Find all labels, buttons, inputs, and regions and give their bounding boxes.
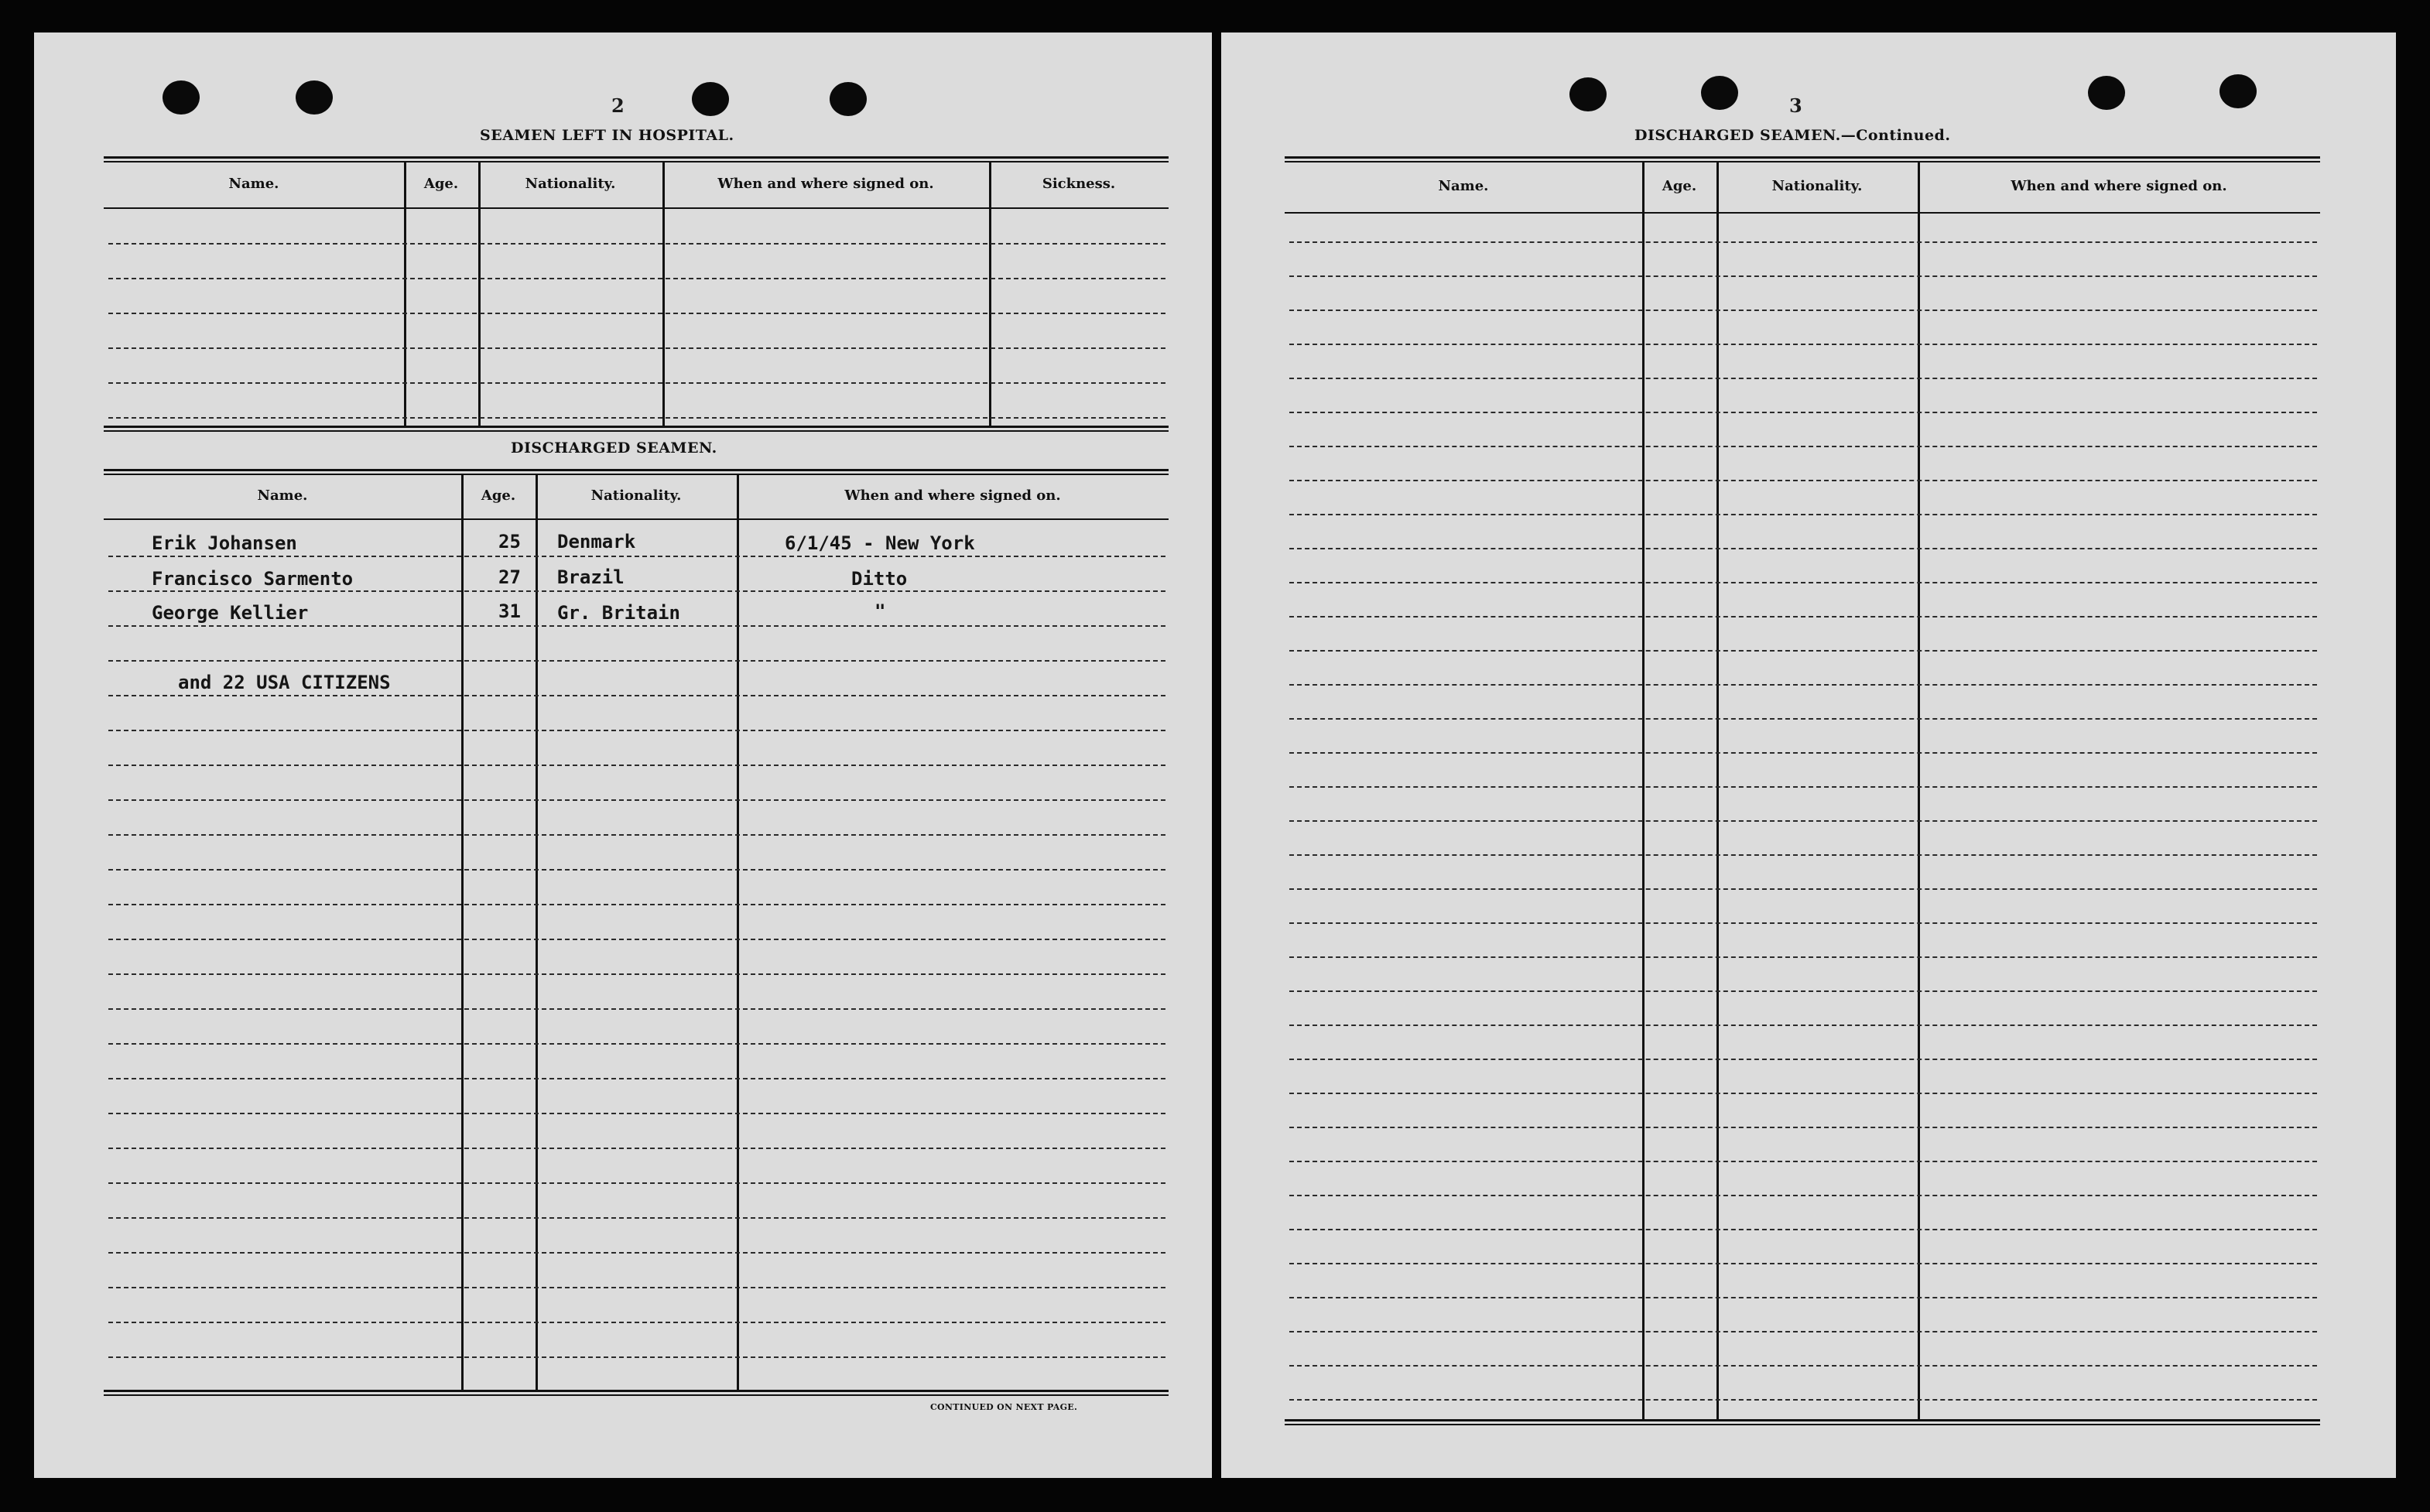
column-header-age: Age. [1662, 178, 1697, 194]
ruled-line [1289, 786, 2317, 788]
ruled-line [108, 1252, 1165, 1254]
column-divider [662, 161, 665, 426]
ruled-line [108, 1078, 1165, 1079]
ruled-line [1289, 820, 2317, 822]
page-number: 2 [611, 94, 625, 117]
header-divider [104, 207, 1169, 209]
seaman-signed-on: Ditto [851, 568, 908, 590]
ruled-line [1289, 1365, 2317, 1367]
right-page [1221, 32, 2396, 1478]
hospital-section-title: SEAMEN LEFT IN HOSPITAL. [480, 127, 734, 144]
ruled-line [1289, 1297, 2317, 1298]
ruled-line [1289, 752, 2317, 754]
column-divider [989, 161, 991, 426]
ruled-line [1289, 684, 2317, 686]
column-header-nationality: Nationality. [1771, 178, 1863, 194]
ruled-line [1289, 1331, 2317, 1332]
ruled-line [1289, 956, 2317, 958]
column-header-nationality: Nationality. [525, 176, 616, 192]
column-header-name: Name. [228, 176, 279, 192]
header-divider [104, 518, 1169, 520]
ruled-line [108, 1148, 1165, 1149]
table-bottom-rule [1285, 1424, 2320, 1425]
seaman-age: 31 [498, 600, 521, 622]
seaman-name: Francisco Sarmento [152, 568, 354, 590]
ruled-line [1289, 582, 2317, 583]
column-header-nationality: Nationality. [590, 487, 682, 504]
ruled-line [108, 243, 1165, 245]
ruled-line [1289, 990, 2317, 992]
seaman-signed-on: " [874, 600, 886, 622]
ruled-line [108, 695, 1165, 696]
ruled-line [108, 1356, 1165, 1358]
ruled-line [1289, 412, 2317, 413]
column-header-age: Age. [423, 176, 459, 192]
punch-hole [296, 80, 333, 115]
ruled-line [1289, 480, 2317, 481]
table-bottom-rule [104, 426, 1169, 428]
ruled-line [108, 278, 1165, 279]
table-top-rule [104, 161, 1169, 162]
seaman-age: 25 [498, 531, 521, 552]
ruled-line [1289, 1161, 2317, 1162]
punch-hole [2088, 76, 2125, 110]
punch-hole [692, 82, 729, 116]
ruled-line [108, 939, 1165, 940]
ruled-line [108, 660, 1165, 662]
column-divider [1642, 161, 1645, 1419]
ruled-line [108, 834, 1165, 836]
ruled-line [1289, 344, 2317, 345]
ruled-line [108, 417, 1165, 419]
punch-hole [830, 82, 867, 116]
seaman-signed-on: 6/1/45 - New York [785, 532, 975, 554]
ruled-line [108, 1322, 1165, 1323]
header-divider [1285, 212, 2320, 214]
seaman-name: George Kellier [152, 602, 309, 624]
ruled-line [1289, 275, 2317, 277]
ruled-line [1289, 1263, 2317, 1264]
ruled-line [108, 382, 1165, 384]
column-header-name: Name. [1438, 178, 1489, 194]
ruled-line [1289, 1025, 2317, 1026]
ruled-line [1289, 378, 2317, 379]
ruled-line [1289, 241, 2317, 243]
seaman-nationality: Brazil [557, 566, 625, 588]
ruled-line [1289, 1093, 2317, 1094]
ruled-line [108, 1043, 1165, 1045]
seaman-age: 27 [498, 566, 521, 588]
ruled-line [108, 1182, 1165, 1184]
table-bottom-rule [1285, 1419, 2320, 1421]
ruled-line [108, 556, 1165, 557]
ruled-line [1289, 1195, 2317, 1196]
ruled-line [108, 904, 1165, 905]
column-header-sickness: Sickness. [1042, 176, 1116, 192]
ruled-line [108, 1287, 1165, 1288]
ruled-line [1289, 718, 2317, 720]
ruled-line [108, 313, 1165, 314]
column-header-name: Name. [257, 487, 308, 504]
punch-hole [1569, 77, 1607, 111]
seaman-nationality: Gr. Britain [557, 602, 680, 624]
ruled-line [1289, 616, 2317, 617]
ruled-line [1289, 922, 2317, 924]
seaman-name: Erik Johansen [152, 532, 297, 554]
table-bottom-rule [104, 430, 1169, 432]
table-top-rule [1285, 161, 2320, 162]
punch-hole [163, 80, 200, 115]
table-bottom-rule [104, 1394, 1169, 1396]
punch-hole [1701, 76, 1738, 110]
ruled-line [108, 799, 1165, 801]
ruled-line [108, 869, 1165, 871]
table-top-rule [1285, 156, 2320, 159]
ruled-line [1289, 446, 2317, 447]
table-top-rule [104, 469, 1169, 471]
ruled-line [1289, 1059, 2317, 1060]
ruled-line [108, 1008, 1165, 1010]
column-header-signed-on: When and where signed on. [717, 176, 934, 192]
ruled-line [108, 1113, 1165, 1114]
seaman-nationality: Denmark [557, 531, 636, 552]
column-divider [1918, 161, 1920, 1419]
ruled-line [1289, 854, 2317, 856]
ruled-line [108, 590, 1165, 592]
column-header-signed-on: When and where signed on. [2011, 178, 2227, 194]
ruled-line [108, 973, 1165, 975]
column-header-age: Age. [481, 487, 516, 504]
continued-footer: CONTINUED ON NEXT PAGE. [930, 1402, 1078, 1412]
column-divider [478, 161, 481, 426]
table-top-rule [104, 156, 1169, 159]
ruled-line [1289, 514, 2317, 515]
ruled-line [1289, 310, 2317, 311]
ruled-line [108, 347, 1165, 349]
citizens-note: and 22 USA CITIZENS [178, 672, 391, 693]
column-header-signed-on: When and where signed on. [844, 487, 1061, 504]
ruled-line [108, 625, 1165, 627]
table-top-rule [104, 474, 1169, 475]
ruled-line [1289, 548, 2317, 549]
page-number: 3 [1789, 94, 1802, 117]
ruled-line [108, 730, 1165, 731]
column-divider [404, 161, 406, 426]
table-bottom-rule [104, 1390, 1169, 1392]
punch-hole [2220, 74, 2257, 108]
discharged-continued-title: DISCHARGED SEAMEN.—Continued. [1634, 127, 1951, 144]
ruled-line [1289, 1399, 2317, 1401]
ruled-line [1289, 1229, 2317, 1230]
ruled-line [108, 1217, 1165, 1219]
left-page [34, 32, 1212, 1478]
ruled-line [108, 765, 1165, 766]
discharged-section-title: DISCHARGED SEAMEN. [511, 440, 717, 457]
ruled-line [1289, 888, 2317, 890]
ruled-line [1289, 1127, 2317, 1128]
ruled-line [1289, 650, 2317, 652]
column-divider [1716, 161, 1719, 1419]
